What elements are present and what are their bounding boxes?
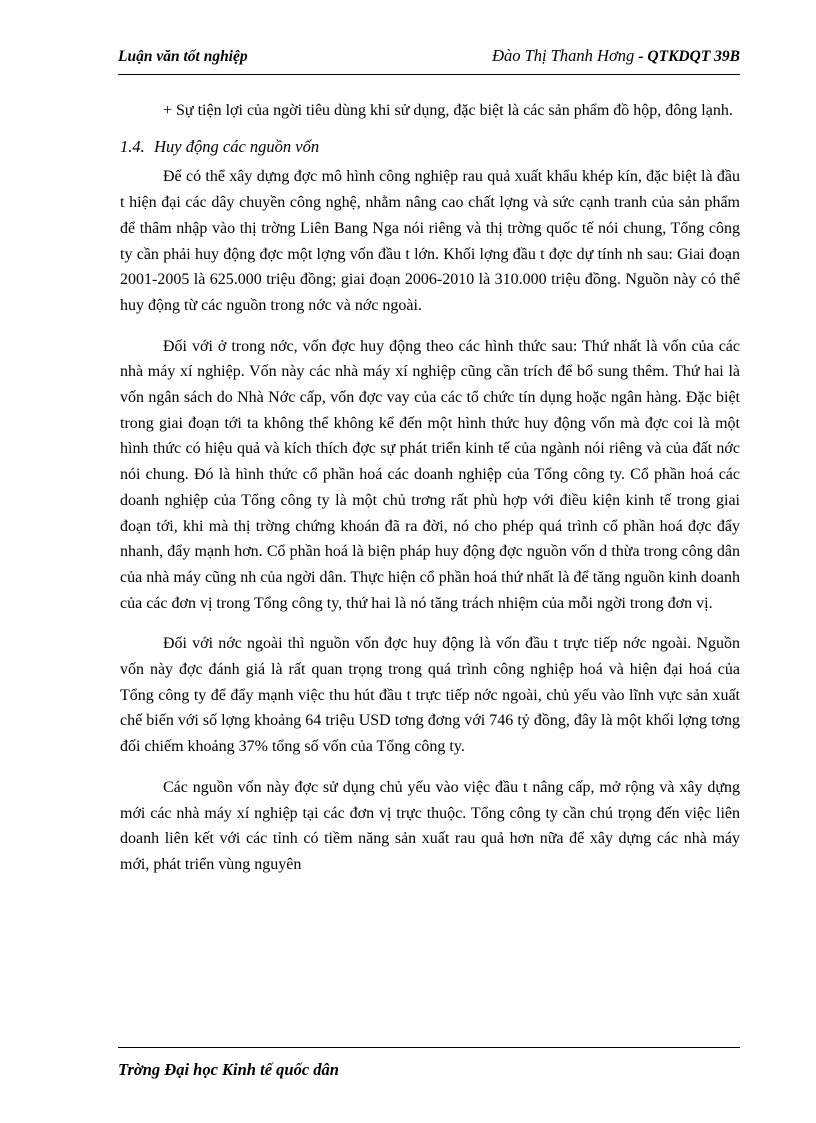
paragraph-2: Đối với ở trong nớc, vốn đợc huy động theo các hình thức sau: Thứ nhất là vốn của các nhà máy xí nghiệp. Vốn này các nhà máy xí nghiệp cũng cần trích để bổ sung thêm. Thứ hai là vốn ngân sách do Nhà Nớc cấp, vốn đợc vay của các tổ chức tín dụng hoặc ngân hàng. Đặc biệt trong giai đoạn tới ta không thể không kể đến một hình thức huy động vốn mà đợc coi là một hình thức có hiệu quả và kích thích đợc sự phát triển kinh tế của ngành nói riêng và của đất nớc nói chung. Đó là hình thức cổ phần hoá các doanh nghiệp của Tổng công ty. Cổ phần hoá các doanh nghiệp của Tổng công ty là một chủ trơng rất phù hợp với điều kiện kinh tế trong giai đoạn tới, khi mà thị trờng chứng khoán đã ra đời, nó cho phép quá trình cổ phần hoá đợc đẩy nhanh, đẩy mạnh hơn. Cổ phần hoá là biện pháp huy động đợc nguồn vốn d thừa trong công dân của nhà máy cũng nh của ngời dân. Thực hiện cổ phần hoá thứ nhất là để tăng nguồn kinh doanh của các đơn vị trong Tổng công ty, thứ hai là nó tăng trách nhiệm của mỗi ngời trong đơn vị. (120, 337, 740, 612)
page-footer (118, 1047, 740, 1080)
paragraph-1: Để có thể xây dựng đợc mô hình công nghiệp rau quả xuất khẩu khép kín, đặc biệt là đầu t hiện đại các dây chuyền công nghệ, nhằm nâng cao chất lợng và sức cạnh tranh của sản phẩm để thâm nhập vào thị trờng Liên Bang Nga nói riêng và thị trờng quốc tế nói chung, Tổng công ty cần phải huy động đợc một lợng vốn đầu t lớn. Khối lợng đầu t đợc dự tính nh sau: Giai đoạn 2001-2005 là 625.000 triệu đồng; giai đoạn 2006-2010 là 310.000 triệu đồng. Nguồn này có thể huy động từ các nguồn trong nớc và nớc ngoài. (120, 168, 740, 314)
section-number: 1.4. (120, 136, 145, 156)
page-body (120, 98, 740, 878)
page-header (118, 44, 740, 75)
university-name: Trờng Đại học Kinh tế quốc dân (118, 1060, 339, 1079)
paragraph-4: Các nguồn vốn này đợc sử dụng chủ yếu vào việc đầu t nâng cấp, mở rộng và xây dựng mới các nhà máy xí nghiệp tại các đơn vị trực thuộc. Tổng công ty cần chú trọng đến việc liên doanh liên kết với các tỉnh có tiềm năng sản xuất rau quả hơn nữa để xây dựng các nhà máy mới, phát triển vùng nguyên (120, 778, 740, 873)
section-title: Huy động các nguồn vốn (154, 136, 320, 156)
paragraph-3: Đối với nớc ngoài thì nguồn vốn đợc huy động là vốn đầu t trực tiếp nớc ngoài. Nguồn vốn này đợc đánh giá là rất quan trọng trong quá trình công nghiệp hoá và hiện đại hoá của Tổng công ty để đẩy mạnh việc thu hút đầu t trực tiếp nớc ngoài, chủ yếu vào lĩnh vực sản xuất chế biến với số lợng khoảng 64 triệu USD tơng đơng với 746 tỷ đồng, đây là một khối lợng tơng đối chiếm khoảng 37% tổng số vốn của Tổng công ty. (120, 635, 740, 756)
author-name: Đào Thị Thanh Hơng (492, 46, 635, 65)
thesis-label: Luận văn tốt nghiệp (118, 48, 248, 65)
class-code: - QTKDQT 39B (638, 48, 740, 65)
bullet-item: + Sự tiện lợi của ngời tiêu dùng khi sử dụng, đặc biệt là các sản phẩm đồ hộp, đông lạnh. (163, 102, 733, 119)
author-info (492, 46, 740, 66)
section-heading (120, 134, 740, 160)
